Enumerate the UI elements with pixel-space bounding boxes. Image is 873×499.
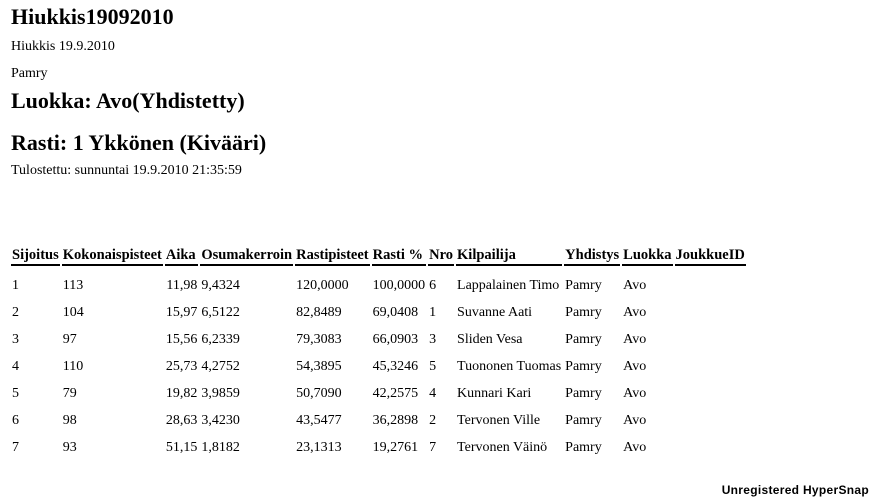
table-row bbox=[11, 380, 746, 407]
team-id-cell bbox=[675, 380, 746, 407]
table-header-row bbox=[11, 245, 746, 266]
stage-percent-cell: 66,0903 bbox=[372, 331, 419, 347]
number-cell: 4 bbox=[429, 385, 437, 401]
table-row bbox=[11, 266, 746, 299]
stage-percent-cell: 69,0408 bbox=[372, 304, 419, 320]
number-cell: 3 bbox=[429, 331, 437, 347]
placement-cell: 3 bbox=[12, 331, 19, 347]
time-cell: 15,56 bbox=[165, 331, 198, 347]
placement-cell: 7 bbox=[12, 439, 19, 455]
stage-percent-cell: 45,3246 bbox=[372, 358, 419, 374]
stage-points-cell: 54,3895 bbox=[296, 358, 342, 374]
time-cell: 25,73 bbox=[165, 358, 198, 374]
team-id-cell bbox=[675, 353, 746, 380]
class-cell: Avo bbox=[623, 304, 647, 320]
stage-points-cell: 82,8489 bbox=[296, 304, 342, 320]
placement-cell: 5 bbox=[12, 385, 19, 401]
number-cell: 1 bbox=[429, 304, 437, 320]
col-header-time: Aika bbox=[165, 245, 199, 266]
competitor-cell: Kunnari Kari bbox=[457, 385, 532, 401]
competitor-cell: Lappalainen Timo bbox=[457, 277, 560, 293]
club-cell: Pamry bbox=[565, 358, 602, 374]
club-cell: Pamry bbox=[565, 439, 602, 455]
team-id-cell bbox=[675, 299, 746, 326]
team-id-cell bbox=[675, 434, 746, 461]
stage-percent-cell: 19,2761 bbox=[372, 439, 419, 455]
hit-factor-cell: 3,4230 bbox=[201, 412, 240, 428]
class-cell: Avo bbox=[623, 439, 647, 455]
results-table bbox=[9, 245, 748, 461]
hit-factor-cell: 3,9859 bbox=[201, 385, 240, 401]
number-cell: 5 bbox=[429, 358, 437, 374]
time-cell: 51,15 bbox=[165, 439, 198, 455]
total-points-cell: 113 bbox=[62, 277, 84, 293]
total-points-cell: 104 bbox=[62, 304, 84, 320]
class-cell: Avo bbox=[623, 331, 647, 347]
total-points-cell: 93 bbox=[62, 439, 77, 455]
hit-factor-cell: 1,8182 bbox=[201, 439, 240, 455]
time-cell: 11,98 bbox=[166, 277, 198, 293]
class-cell: Avo bbox=[623, 412, 647, 428]
total-points-cell: 110 bbox=[62, 358, 84, 374]
time-cell: 19,82 bbox=[165, 385, 198, 401]
stage-points-cell: 43,5477 bbox=[296, 412, 342, 428]
control-heading: Rasti: 1 Ykkönen (Kivääri) bbox=[11, 130, 267, 155]
club-cell: Pamry bbox=[565, 304, 602, 320]
hit-factor-cell: 6,5122 bbox=[201, 304, 240, 320]
table-row bbox=[11, 353, 746, 380]
total-points-cell: 97 bbox=[62, 331, 77, 347]
class-heading: Luokka: Avo(Yhdistetty) bbox=[11, 88, 245, 113]
table-row bbox=[11, 434, 746, 461]
stage-percent-cell: 36,2898 bbox=[372, 412, 419, 428]
results-body bbox=[11, 266, 746, 461]
time-cell: 15,97 bbox=[165, 304, 198, 320]
col-header-team-id: JoukkueID bbox=[675, 245, 746, 266]
placement-cell: 2 bbox=[12, 304, 19, 320]
number-cell: 6 bbox=[429, 277, 437, 293]
stage-points-cell: 120,0000 bbox=[296, 277, 349, 293]
class-cell: Avo bbox=[623, 385, 647, 401]
table-row bbox=[11, 299, 746, 326]
col-header-stage-points: Rastipisteet bbox=[295, 245, 370, 266]
watermark: Unregistered HyperSnap bbox=[721, 483, 869, 497]
club-cell: Pamry bbox=[565, 331, 602, 347]
col-header-class: Luokka bbox=[622, 245, 672, 266]
stage-points-cell: 23,1313 bbox=[296, 439, 342, 455]
report-header bbox=[11, 4, 861, 179]
club-name: Pamry bbox=[11, 66, 48, 81]
hit-factor-cell: 6,2339 bbox=[201, 331, 240, 347]
col-header-placement: Sijoitus bbox=[11, 245, 60, 266]
col-header-stage-percent: Rasti % bbox=[372, 245, 427, 266]
total-points-cell: 79 bbox=[62, 385, 77, 401]
stage-percent-cell: 42,2575 bbox=[372, 385, 419, 401]
placement-cell: 1 bbox=[12, 277, 19, 293]
competitor-cell: Tervonen Ville bbox=[457, 412, 541, 428]
team-id-cell bbox=[675, 407, 746, 434]
club-cell: Pamry bbox=[565, 412, 602, 428]
event-line: Hiukkis 19.9.2010 bbox=[11, 39, 115, 54]
class-cell: Avo bbox=[623, 358, 647, 374]
col-header-club: Yhdistys bbox=[564, 245, 620, 266]
competitor-cell: Tuononen Tuomas bbox=[457, 358, 562, 374]
stage-percent-cell: 100,0000 bbox=[372, 277, 426, 293]
col-header-total-points: Kokonaispisteet bbox=[62, 245, 163, 266]
placement-cell: 6 bbox=[12, 412, 19, 428]
stage-points-cell: 79,3083 bbox=[296, 331, 342, 347]
col-header-competitor: Kilpailija bbox=[456, 245, 562, 266]
class-cell: Avo bbox=[623, 277, 647, 293]
total-points-cell: 98 bbox=[62, 412, 77, 428]
printed-timestamp: Tulostettu: sunnuntai 19.9.2010 21:35:59 bbox=[11, 163, 242, 178]
time-cell: 28,63 bbox=[165, 412, 198, 428]
club-cell: Pamry bbox=[565, 277, 602, 293]
table-row bbox=[11, 326, 746, 353]
club-cell: Pamry bbox=[565, 385, 602, 401]
number-cell: 2 bbox=[429, 412, 437, 428]
page-title: Hiukkis19092010 bbox=[11, 4, 174, 29]
table-row bbox=[11, 407, 746, 434]
competitor-cell: Tervonen Väinö bbox=[457, 439, 548, 455]
col-header-number: Nro bbox=[428, 245, 454, 266]
competitor-cell: Sliden Vesa bbox=[457, 331, 523, 347]
team-id-cell bbox=[675, 326, 746, 353]
team-id-cell bbox=[675, 266, 746, 299]
col-header-hit-factor: Osumakerroin bbox=[200, 245, 293, 266]
number-cell: 7 bbox=[429, 439, 437, 455]
stage-points-cell: 50,7090 bbox=[296, 385, 342, 401]
hit-factor-cell: 9,4324 bbox=[201, 277, 240, 293]
hit-factor-cell: 4,2752 bbox=[201, 358, 240, 374]
placement-cell: 4 bbox=[12, 358, 19, 374]
competitor-cell: Suvanne Aati bbox=[457, 304, 533, 320]
